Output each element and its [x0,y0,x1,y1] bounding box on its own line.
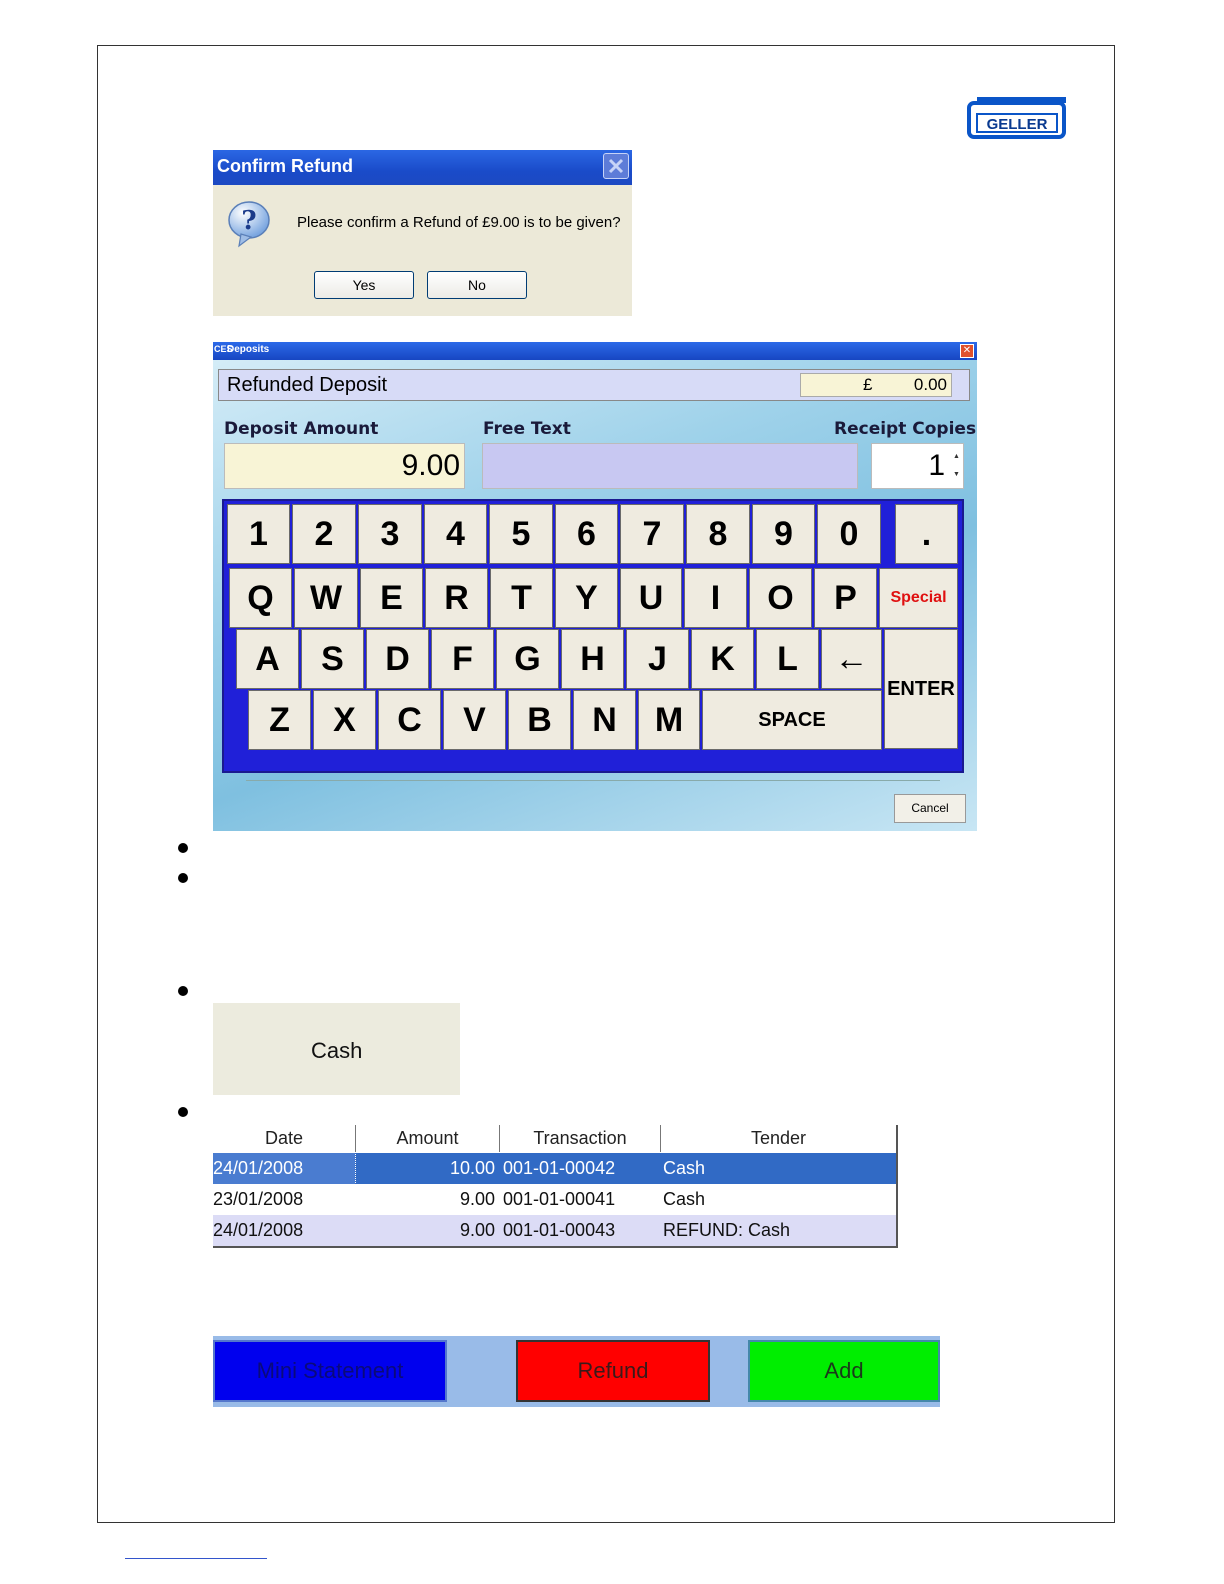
key-e[interactable]: E [360,568,423,628]
cash-tender-button[interactable] [213,1003,460,1095]
svg-text:?: ? [241,206,257,236]
key-r[interactable]: R [425,568,488,628]
header-title: Refunded Deposit [227,374,388,396]
key-l[interactable]: L [756,629,819,689]
refund-button[interactable]: Refund [516,1340,710,1402]
total-display [800,373,952,397]
question-icon [227,200,271,248]
key-0[interactable]: 0 [817,504,881,564]
key-f[interactable]: F [431,629,494,689]
on-screen-keyboard [222,499,964,773]
receipt-copies-value: 1 [928,449,945,482]
bullet [178,843,188,853]
close-icon[interactable]: ✕ [960,344,974,358]
column-header-tender[interactable]: Tender [750,1128,807,1148]
close-icon[interactable] [603,153,629,179]
svg-text:GELLER: GELLER [986,116,1048,133]
key-9[interactable]: 9 [752,504,815,564]
cell-tender: Cash [663,1158,706,1178]
table-row[interactable] [213,1215,896,1246]
confirm-refund-dialog [213,150,632,316]
enter-key[interactable]: ENTER [884,629,958,749]
deposit-amount-label: Deposit Amount [224,419,379,439]
cell-transaction: 001-01-00042 [503,1158,616,1178]
key-q[interactable]: Q [229,568,292,628]
deposit-header [218,369,970,401]
key-6[interactable]: 6 [555,504,618,564]
no-button[interactable]: No [427,271,527,299]
cell-tender: Cash [663,1189,706,1209]
divider [246,780,940,781]
cell-amount: 9.00 [459,1220,495,1240]
window-title: Deposits [227,344,270,355]
table-row[interactable] [213,1153,896,1184]
cell-date: 24/01/2008 [213,1220,304,1240]
deposits-window [213,342,977,831]
cell-tender: REFUND: Cash [663,1220,791,1240]
key-p[interactable]: P [814,568,877,628]
table-row[interactable] [213,1184,896,1215]
key-k[interactable]: K [691,629,754,689]
key-n[interactable]: N [573,690,636,750]
key-b[interactable]: B [508,690,571,750]
key-period[interactable]: . [895,504,958,564]
key-d[interactable]: D [366,629,429,689]
deposit-amount-field[interactable]: 9.00 [224,443,465,489]
key-m[interactable]: M [638,690,700,750]
key-y[interactable]: Y [555,568,618,628]
cell-date: 24/01/2008 [213,1153,355,1184]
key-7[interactable]: 7 [620,504,684,564]
dialog-message: Please confirm a Refund of £9.00 is to be given? [297,214,621,231]
add-button[interactable]: Add [748,1340,940,1402]
bullet [178,1107,188,1117]
key-c[interactable]: C [378,690,441,750]
column-header-amount[interactable]: Amount [396,1128,459,1148]
key-5[interactable]: 5 [489,504,553,564]
cell-amount: 10.00 [449,1158,495,1178]
key-v[interactable]: V [443,690,506,750]
transactions-table [213,1125,898,1248]
cash-label: Cash [311,1038,363,1063]
key-4[interactable]: 4 [424,504,487,564]
mini-statement-button[interactable]: Mini Statement [213,1340,447,1402]
key-3[interactable]: 3 [358,504,422,564]
key-h[interactable]: H [561,629,624,689]
space-key[interactable]: SPACE [702,690,882,750]
key-i[interactable]: I [684,568,747,628]
key-x[interactable]: X [313,690,376,750]
currency-symbol: £ [863,375,873,394]
free-text-label: Free Text [483,419,571,439]
key-j[interactable]: J [626,629,689,689]
geller-logo [967,97,1066,139]
dialog-title: Confirm Refund [217,156,353,176]
key-2[interactable]: 2 [292,504,356,564]
cell-date: 23/01/2008 [213,1189,304,1209]
column-header-date[interactable]: Date [264,1128,304,1148]
spinner-arrows-icon[interactable]: ▲ ▼ [953,453,960,478]
key-z[interactable]: Z [248,690,311,750]
key-8[interactable]: 8 [686,504,750,564]
key-special[interactable]: Special [879,568,958,628]
backspace-key[interactable]: ← [821,629,882,689]
key-w[interactable]: W [294,568,358,628]
receipt-copies-stepper[interactable] [871,443,964,489]
action-bar [213,1336,940,1407]
free-text-field[interactable] [482,443,858,489]
key-g[interactable]: G [496,629,559,689]
cell-transaction: 001-01-00041 [503,1189,616,1209]
app-icon: CES [214,344,233,354]
key-t[interactable]: T [490,568,553,628]
column-header-transaction[interactable]: Transaction [533,1128,627,1148]
bullet [178,873,188,883]
receipt-copies-label: Receipt Copies [834,419,977,439]
key-a[interactable]: A [236,629,299,689]
dialog-title-bar [213,150,632,185]
cell-transaction: 001-01-00043 [503,1220,616,1240]
key-o[interactable]: O [749,568,812,628]
total-amount: 0.00 [913,375,947,394]
window-title-bar [213,342,977,360]
bullet [178,986,188,996]
cancel-button[interactable]: Cancel [894,794,966,823]
key-1[interactable]: 1 [227,504,290,564]
cell-amount: 9.00 [459,1189,495,1209]
yes-button[interactable]: Yes [314,271,414,299]
key-u[interactable]: U [620,568,682,628]
footnote-rule [125,1558,267,1559]
key-s[interactable]: S [301,629,364,689]
